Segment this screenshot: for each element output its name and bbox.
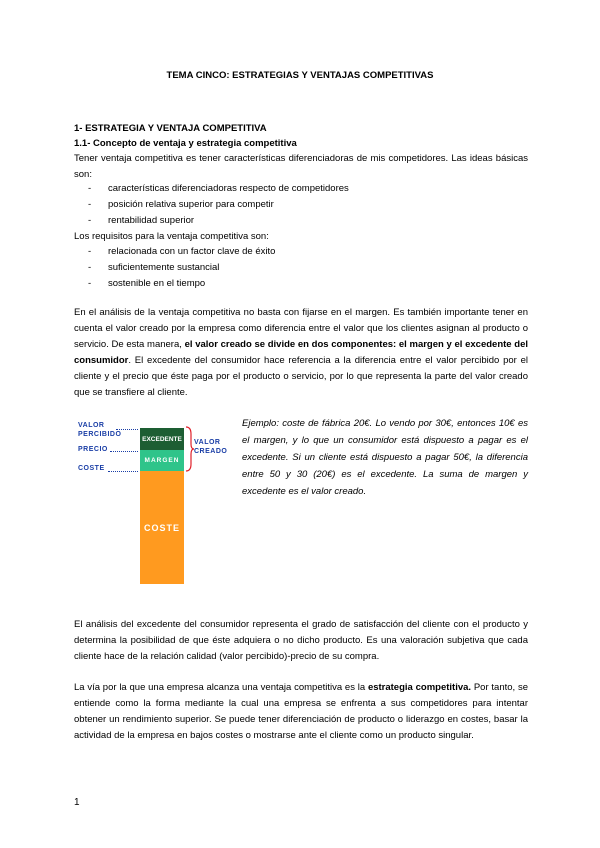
valor-percibido-label-2: PERCIBIDO bbox=[78, 431, 122, 438]
example-text: Ejemplo: coste de fábrica 20€. Lo vendo por 30€, entonces 10€ es el margen, y lo que un consumidor está dispuesto a pagar es el excedente. Si un cliente está dispuesto a pagar 50€, la diferencia entre 50 y 30 (20€) es el excedente. La suma de margen y excedente es el valor creado. bbox=[242, 418, 528, 497]
section-heading: 1- ESTRATEGIA Y VENTAJA COMPETITIVA bbox=[74, 123, 267, 134]
dotted-leader bbox=[116, 429, 138, 430]
dotted-leader bbox=[108, 471, 138, 472]
page-title: TEMA CINCO: ESTRATEGIAS Y VENTAJAS COMPETITIVAS bbox=[166, 70, 434, 81]
valor-percibido-label: VALOR bbox=[78, 422, 105, 429]
page-number: 1 bbox=[74, 797, 80, 808]
valor-creado-label: VALOR bbox=[194, 439, 221, 446]
intro-paragraph: Tener ventaja competitiva es tener características diferenciadoras de mis competidores. Las ideas básicas son: bbox=[74, 153, 528, 180]
value-paragraph: En el análisis de la ventaja competitiva no basta con fijarse en el margen. Es también importante tener en cuenta el valor creado por la empresa como diferencia entre el valor que los clientes asignan al producto o servicio. De esta manera, el valor creado se divide en dos componentes: el margen y el excedente del consumidor. El excedente del consumidor hace referencia a la diferencia entre el valor percibido por el cliente y el precio que éste paga por el producto o servicio, por lo que representa la parte del valor creado que se transfiere al cliente. bbox=[74, 307, 529, 398]
strategy-paragraph: La vía por la que una empresa alcanza una ventaja competitiva es la estrategia competitiva. Por tanto, se entiende como la forma mediante la cual una empresa se enfrenta a sus competidores para intentar obtener un rendimiento superior. Se puede tener diferenciación de producto o liderazgo en costes, basar la actividad de la empresa en bajos costes o mostrarse ante el cliente como un producto singular. bbox=[74, 682, 528, 741]
subsection-heading: 1.1- Concepto de ventaja y estrategia competitiva bbox=[74, 138, 297, 149]
excedente-block: EXCEDENTE bbox=[140, 428, 184, 450]
excedente-paragraph: El análisis del excedente del consumidor representa el grado de satisfacción del cliente con el producto y determina la posibilidad de que éste adquiera o no dicho producto. Es una valoración subjetiva que cada cliente hace de la relación calidad (valor percibido)-precio de su compra. bbox=[74, 619, 528, 662]
precio-label: PRECIO bbox=[78, 446, 108, 453]
dotted-leader bbox=[110, 451, 138, 452]
margen-block: MARGEN bbox=[140, 450, 184, 471]
valor-creado-label-2: CREADO bbox=[194, 448, 228, 455]
coste-label: COSTE bbox=[78, 465, 105, 472]
requisitos-intro: Los requisitos para la ventaja competitiva son: bbox=[74, 231, 269, 242]
coste-block: COSTE bbox=[140, 471, 184, 584]
value-diagram bbox=[74, 420, 239, 585]
